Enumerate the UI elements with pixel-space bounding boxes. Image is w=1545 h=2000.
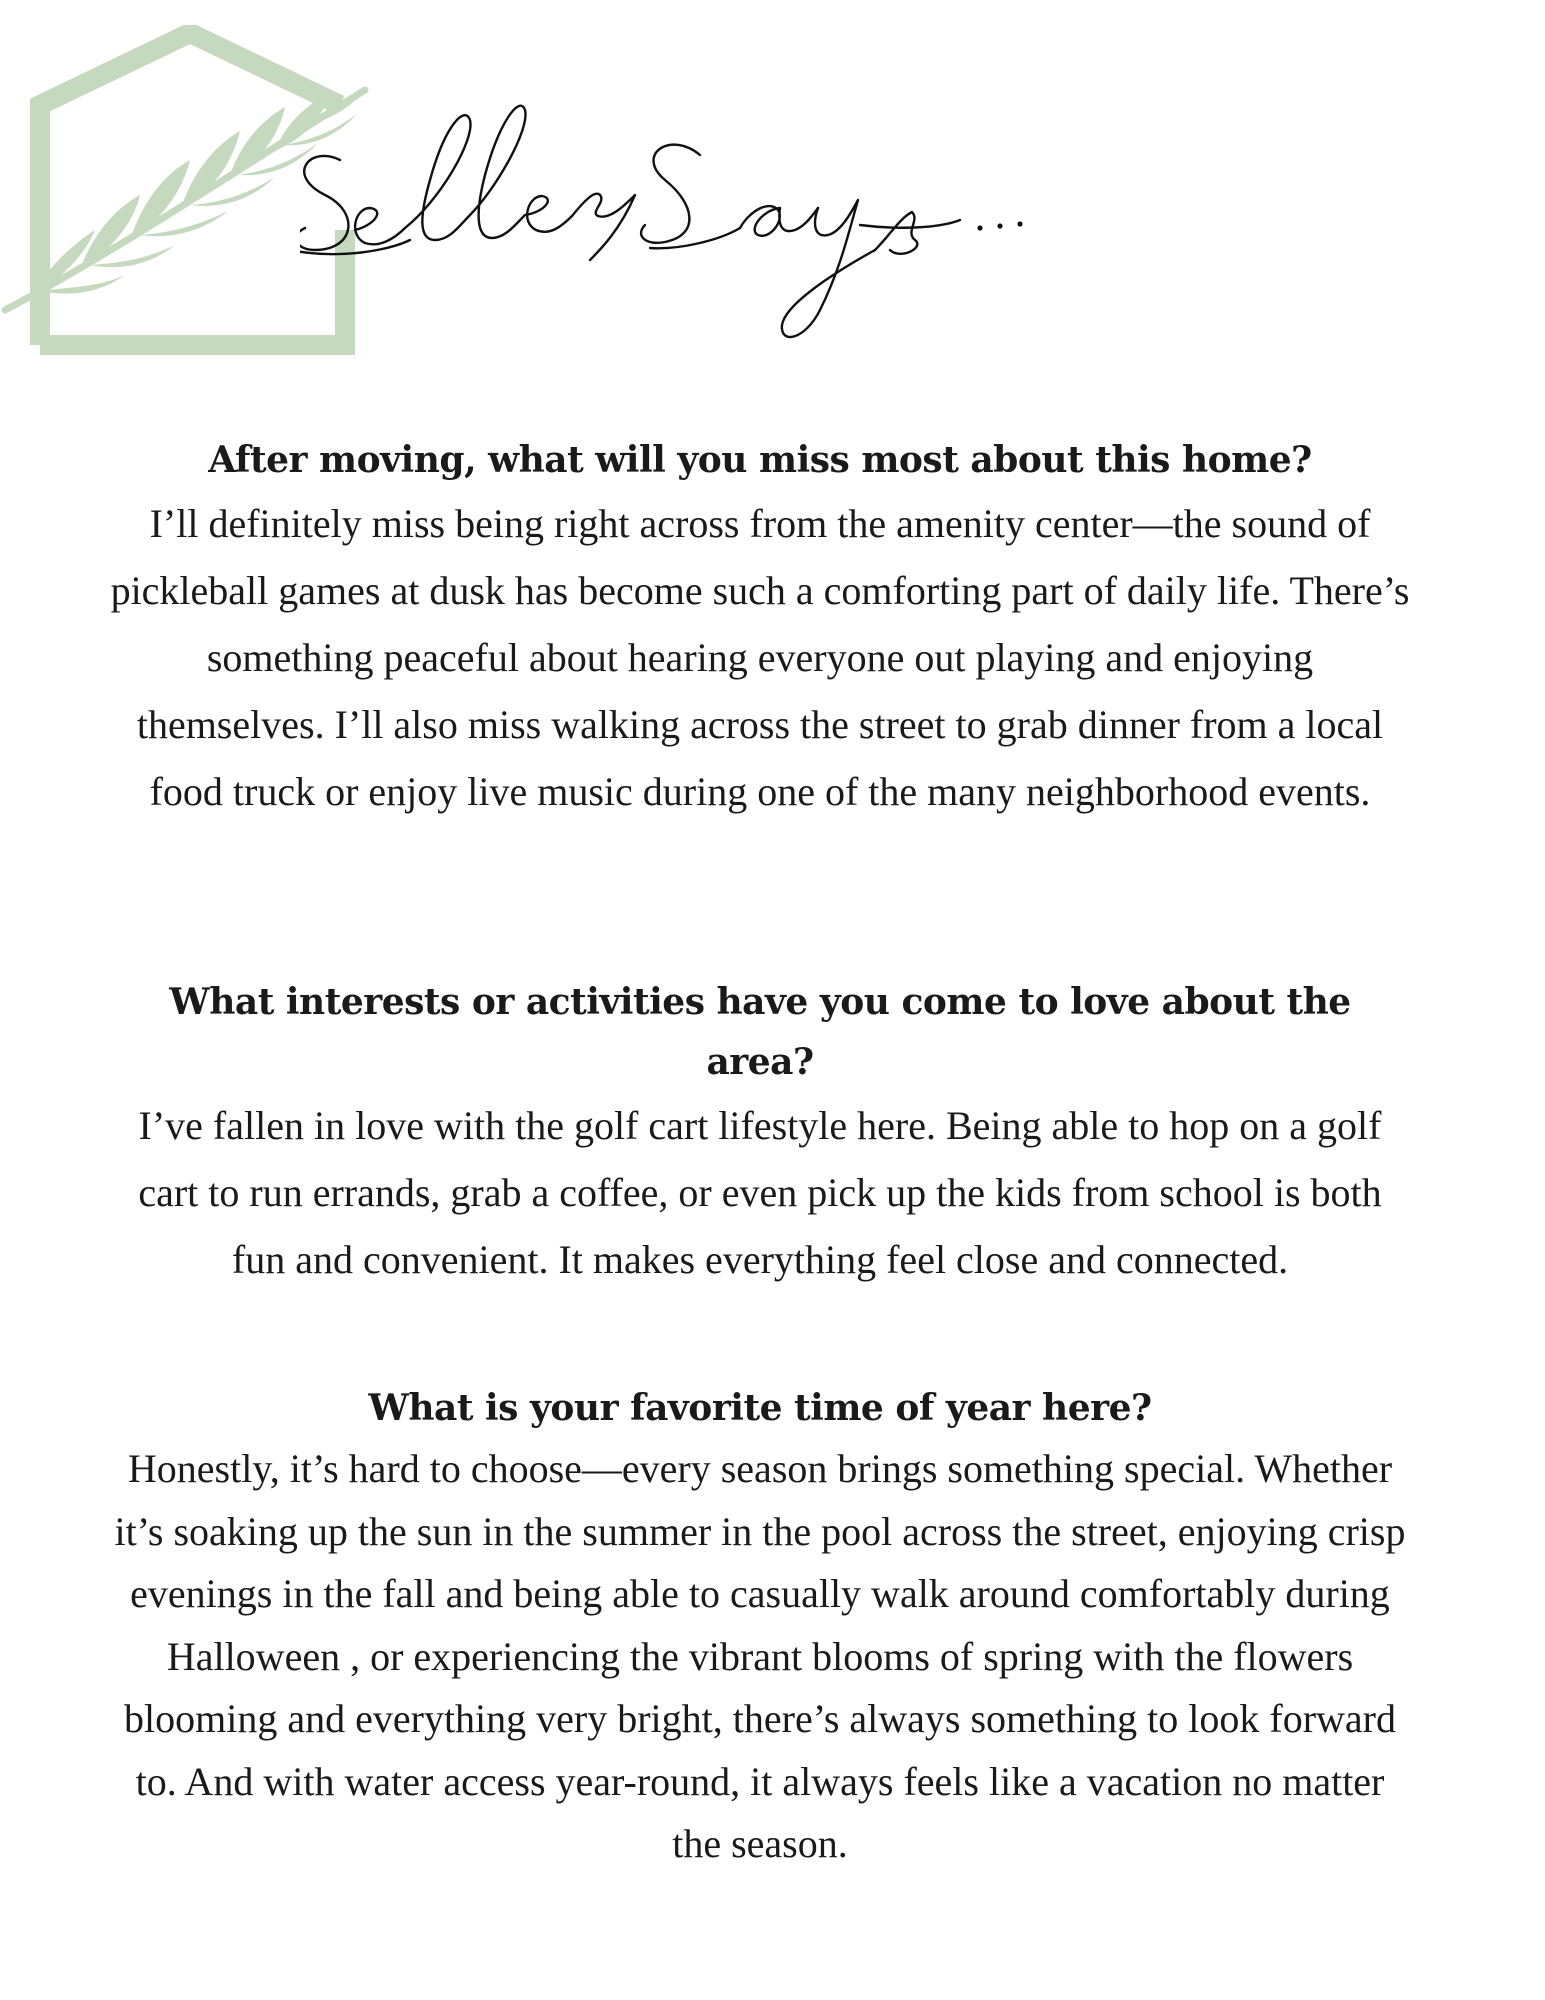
qa-section [110, 430, 1410, 825]
question-heading: After moving, what will you miss most about this home? [208, 439, 1312, 481]
qa-section [110, 972, 1410, 1293]
question-heading: What interests or activities have you come to love about the area? [169, 981, 1351, 1083]
qa-section [110, 1378, 1410, 1876]
page-title [300, 100, 1200, 360]
answer-text: I’ll definitely miss being right across from the amenity center—the sound of pickleball games at dusk has become such a comforting part of daily life. There’s something peaceful about hearing everyone out playing and enjoying themselves. I’ll also miss walking across the street to grab dinner from a local food truck or enjoy live music during one of the many neighborhood events. [110, 501, 1410, 814]
question-heading: What is your favorite time of year here? [368, 1387, 1152, 1429]
answer-text: I’ve fallen in love with the golf cart lifestyle here. Being able to hop on a golf cart to run errands, grab a coffee, or even pick up the kids from school is both fun and convenient. It makes everything feel close and connected. [138, 1103, 1382, 1282]
answer-text: Honestly, it’s hard to choose—every season brings something special. Whether it’s soaking up the sun in the summer in the pool across the street, enjoying crisp evenings in the fall and being able to casually walk around comfortably during Halloween , or experiencing the vibrant blooms of spring with the flowers blooming and everything very bright, there’s always something to look forward to. And with water access year-round, it always feels like a vacation no matter the season. [114, 1446, 1406, 1866]
